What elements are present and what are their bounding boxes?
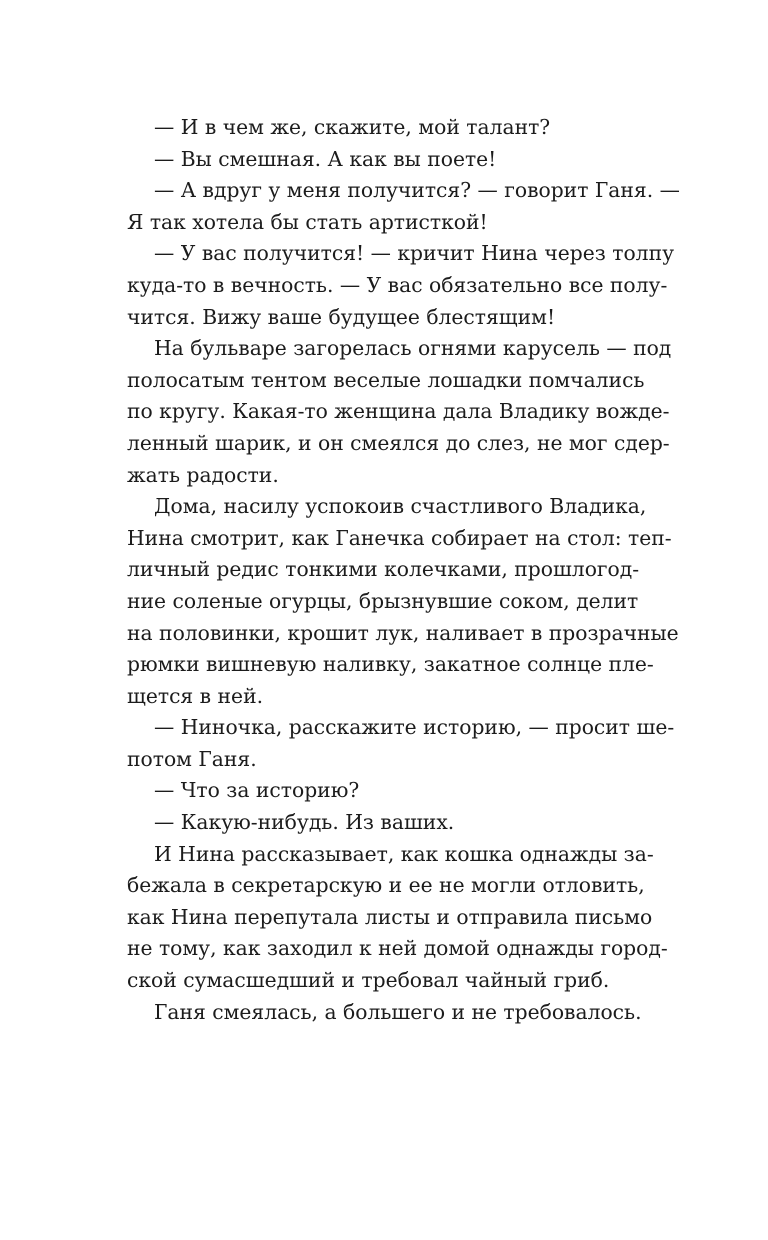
text-line: ской сумасшедший и требовал чайный гриб. (127, 968, 610, 993)
text-line: — И в чем же, скажите, мой талант? (154, 115, 551, 139)
text-line: жать радости. (127, 462, 279, 487)
text-line: Дома, насилу успокоив счастливого Владика, (154, 494, 647, 519)
paragraph (127, 333, 672, 491)
text-line: — Какую-нибудь. Из ваших. (154, 810, 455, 835)
text-line: куда-то в вечность. — У вас обязательно все полу- (127, 272, 668, 297)
paragraph (127, 712, 675, 775)
paragraph (127, 175, 680, 238)
text-line: — У вас получится! — кричит Нина через толпу (154, 241, 675, 266)
text-line: полосатым тентом веселые лошадки помчались (127, 367, 645, 392)
text-line: личный редис тонкими колечками, прошлогод- (127, 557, 640, 582)
text-line: И Нина рассказывает, как кошка однажды за- (154, 841, 654, 866)
book-page (127, 112, 680, 1028)
text-line: Ганя смеялась, а большего и не требовалось. (154, 999, 642, 1024)
body-text (127, 112, 680, 1028)
text-line: не тому, как заходил к ней домой однажды город- (127, 936, 668, 961)
paragraph (127, 997, 642, 1029)
text-line: ние соленые огурцы, брызнувшие соком, делит (127, 588, 639, 613)
text-line: на половинки, крошит лук, наливает в прозрачные (127, 620, 679, 645)
text-line: Нина смотрит, как Ганечка собирает на стол: теп- (127, 525, 672, 550)
text-line: щется в ней. (127, 683, 264, 708)
paragraph (127, 112, 633, 144)
paragraph (127, 839, 668, 997)
paragraph (127, 807, 633, 839)
text-line: Я так хотела бы стать артисткой! (127, 209, 488, 234)
text-line: рюмки вишневую наливку, закатное солнце пле- (127, 652, 654, 677)
paragraph (127, 144, 633, 176)
text-line: На бульваре загорелась огнями карусель — под (154, 336, 672, 361)
paragraph (127, 238, 675, 333)
text-line: бежала в секретарскую и ее не могли отловить, (127, 873, 645, 898)
text-line: по кругу. Какая-то женщина дала Владику вожде- (127, 399, 670, 424)
text-line: как Нина перепутала листы и отправила письмо (127, 904, 653, 929)
text-line: — А вдруг у меня получится? — говорит Ганя. — (154, 178, 680, 203)
text-line: — Что за историю? (154, 778, 360, 803)
text-line: — Вы смешная. А как вы поете! (154, 146, 497, 171)
paragraph (127, 775, 633, 807)
text-line: потом Ганя. (127, 746, 257, 771)
text-line: ленный шарик, и он смеялся до слез, не мог сдер- (127, 430, 670, 455)
text-line: — Ниночка, расскажите историю, — просит ше- (154, 715, 675, 740)
text-line: чится. Вижу ваше будущее блестящим! (127, 304, 556, 329)
paragraph (127, 491, 679, 712)
